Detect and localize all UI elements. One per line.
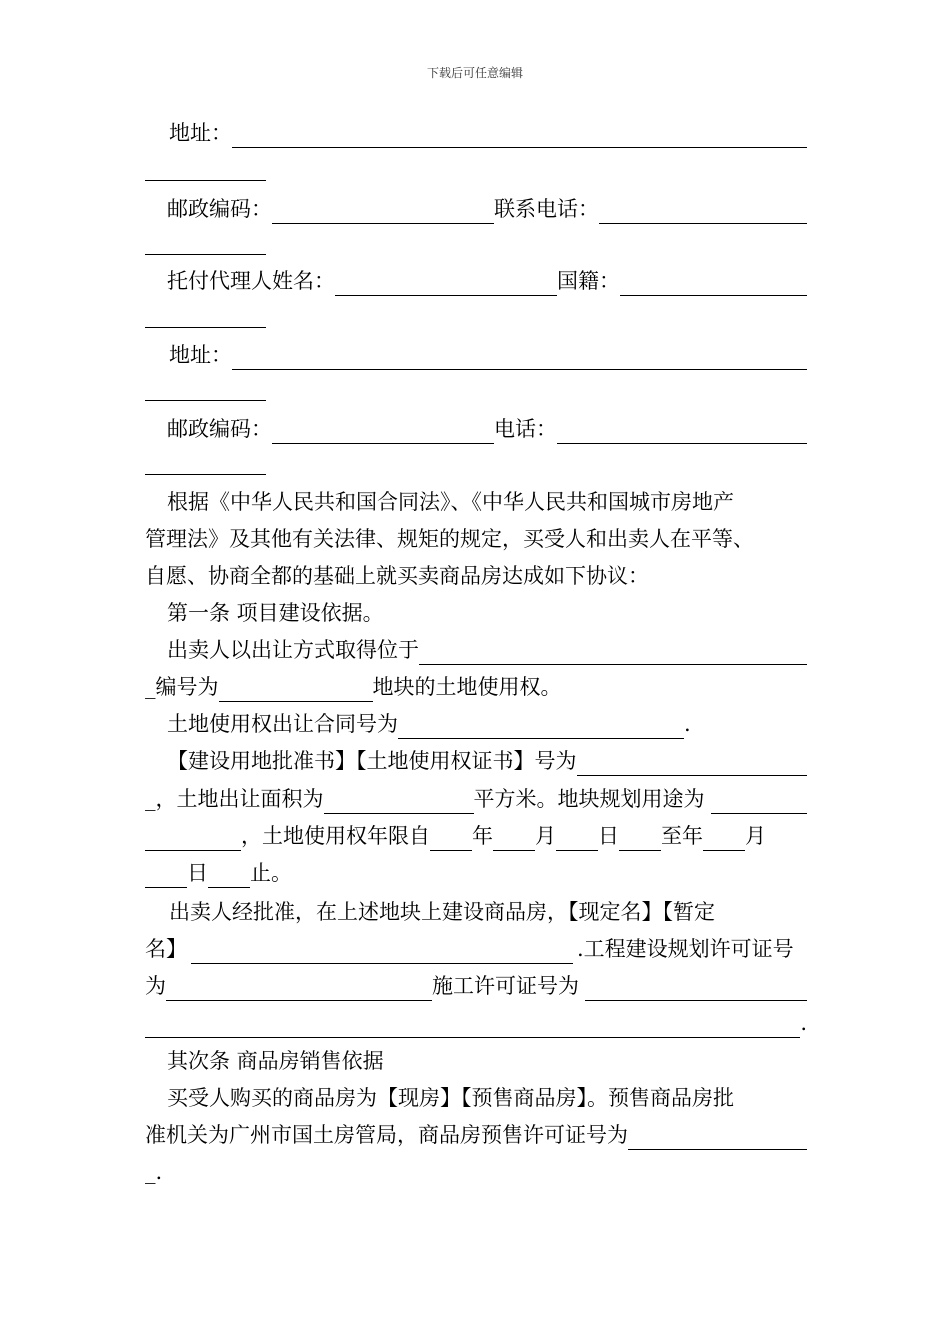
header-watermark: 下载后可任意编辑 bbox=[426, 66, 523, 80]
blank-agent-address[interactable] bbox=[232, 347, 807, 370]
blank-address-cont[interactable] bbox=[145, 158, 266, 181]
article-1-line-11 bbox=[145, 1008, 807, 1038]
blank-plot-number[interactable] bbox=[219, 679, 373, 702]
text-term: ，土地使用权年限自 bbox=[241, 824, 430, 848]
blank-presale-permit[interactable] bbox=[628, 1127, 807, 1150]
article-1-line-9 bbox=[145, 934, 807, 964]
text-contract-number: 土地使用权出让合同号为 bbox=[167, 712, 398, 736]
blank-agent-phone[interactable] bbox=[557, 421, 807, 444]
blank-project-name[interactable] bbox=[191, 941, 573, 964]
intro-line-2 bbox=[145, 524, 807, 554]
text-usage: 平方米。地块规划用途为 bbox=[473, 787, 705, 811]
blank-address[interactable] bbox=[232, 125, 807, 148]
text-presale-permit: 准机关为广州市国土房管局，商品房预售许可证号为 bbox=[145, 1123, 628, 1147]
text-house-type: 买受人购买的商品房为【现房】【预售商品房】。预售商品房批 bbox=[167, 1086, 734, 1110]
blank-nationality[interactable] bbox=[620, 273, 807, 296]
text-day: 日 bbox=[598, 824, 619, 848]
text-construction-permit: 施工许可证号为 bbox=[432, 974, 579, 998]
text-land-location: 出卖人以出让方式取得位于 bbox=[167, 638, 419, 662]
text-end-day: 日 bbox=[187, 861, 208, 885]
blank-usage-cont[interactable] bbox=[145, 828, 241, 851]
blank-construction-permit-cont[interactable] bbox=[145, 1015, 800, 1038]
blank-start-month[interactable] bbox=[493, 828, 535, 851]
label-phone: 联系电话： bbox=[494, 197, 599, 221]
blank-usage[interactable] bbox=[711, 791, 808, 814]
article-1-heading: 第一条 项目建设依据。 bbox=[167, 601, 384, 625]
text-end-month: 月 bbox=[745, 824, 766, 848]
blank-agent-phone-cont[interactable] bbox=[145, 452, 266, 475]
label-nationality: 国籍： bbox=[557, 269, 620, 293]
blank-certificate[interactable] bbox=[577, 753, 808, 776]
blank-start-day[interactable] bbox=[556, 828, 598, 851]
blank-end-year[interactable] bbox=[619, 828, 661, 851]
text-planning-permit: .工程建设规划许可证号 bbox=[577, 937, 794, 961]
blank-postcode[interactable] bbox=[272, 201, 494, 224]
agent-postcode-line bbox=[145, 414, 807, 444]
text-project-name: 出卖人经批准，在上述地块上建设商品房，【现定名】【暂定 bbox=[169, 900, 715, 924]
text-month: 月 bbox=[535, 824, 556, 848]
text-year: 年 bbox=[472, 824, 493, 848]
text-presale-end: _. bbox=[145, 1160, 163, 1184]
agent-address-line bbox=[145, 340, 807, 370]
article-2-title bbox=[145, 1046, 807, 1076]
intro-line-1 bbox=[145, 487, 807, 517]
intro-text-3: 自愿、协商全都的基础上就买卖商品房达成如下协议： bbox=[145, 564, 649, 588]
blank-nationality-cont[interactable] bbox=[145, 305, 266, 328]
intro-text-1: 根据《中华人民共和国合同法》、《中华人民共和国城市房地产 bbox=[167, 490, 734, 514]
blank-phone[interactable] bbox=[599, 201, 807, 224]
article-1-line-5 bbox=[145, 784, 807, 814]
text-until: 止。 bbox=[250, 861, 292, 885]
text-certificate: 【建设用地批准书】【土地使用权证书】号为 bbox=[167, 749, 577, 773]
text-period-2: . bbox=[800, 1011, 807, 1035]
blank-contract-number[interactable] bbox=[398, 716, 684, 739]
article-1-title bbox=[145, 598, 807, 628]
article-1-line-4 bbox=[145, 746, 807, 776]
article-2-line-3 bbox=[145, 1157, 807, 1187]
label-postcode: 邮政编码： bbox=[167, 197, 272, 221]
agent-line bbox=[145, 266, 807, 296]
blank-agent-postcode[interactable] bbox=[272, 421, 494, 444]
blank-land-location[interactable] bbox=[419, 642, 807, 665]
address-line bbox=[145, 118, 807, 148]
label-agent-name: 托付代理人姓名： bbox=[167, 269, 335, 293]
blank-end-month[interactable] bbox=[703, 828, 745, 851]
text-to-year: 至年 bbox=[661, 824, 703, 848]
blank-start-year[interactable] bbox=[430, 828, 472, 851]
label-agent-phone: 电话： bbox=[494, 417, 557, 441]
article-1-line-7 bbox=[145, 858, 807, 888]
blank-agent-address-cont[interactable] bbox=[145, 378, 266, 401]
text-name-bracket: 名】 bbox=[145, 937, 187, 961]
blank-area[interactable] bbox=[324, 791, 474, 814]
text-period: . bbox=[684, 712, 691, 736]
blank-construction-permit[interactable] bbox=[585, 978, 807, 1001]
label-address: 地址： bbox=[169, 121, 232, 145]
article-1-line-2 bbox=[145, 672, 807, 702]
label-agent-address: 地址： bbox=[169, 343, 232, 367]
article-1-line-6 bbox=[145, 821, 807, 851]
text-plot-number: _编号为 bbox=[145, 675, 219, 699]
blank-agent-name[interactable] bbox=[335, 273, 557, 296]
blank-end-day[interactable] bbox=[145, 865, 187, 888]
text-is: 为 bbox=[145, 974, 166, 998]
text-area: _，土地出让面积为 bbox=[145, 787, 324, 811]
text-land-use-right: 地块的土地使用权。 bbox=[372, 675, 562, 699]
blank-end-extra[interactable] bbox=[208, 865, 250, 888]
article-1-line-3 bbox=[145, 709, 807, 739]
article-1-line-10 bbox=[145, 971, 807, 1001]
intro-text-2: 管理法》及其他有关法律、规矩的规定，买受人和出卖人在平等、 bbox=[145, 527, 754, 551]
blank-phone-cont[interactable] bbox=[145, 232, 266, 255]
label-agent-postcode: 邮政编码： bbox=[167, 417, 272, 441]
article-1-line-1 bbox=[145, 635, 807, 665]
article-2-line-1 bbox=[145, 1083, 807, 1113]
blank-planning-permit[interactable] bbox=[166, 978, 432, 1001]
postcode-phone-line bbox=[145, 194, 807, 224]
article-2-line-2 bbox=[145, 1120, 807, 1150]
intro-line-3 bbox=[145, 561, 807, 591]
article-2-heading: 其次条 商品房销售依据 bbox=[167, 1049, 384, 1073]
article-1-line-8 bbox=[145, 897, 807, 927]
